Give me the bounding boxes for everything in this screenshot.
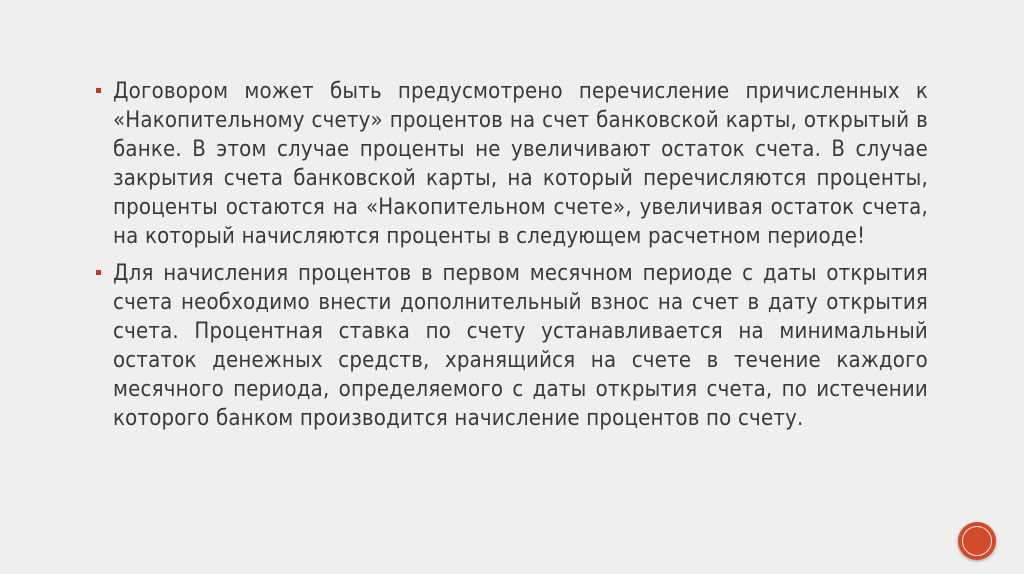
slide-content: [96, 77, 928, 441]
bullet-text: Для начисления процентов в первом месячном периоде с даты открытия счета необходимо внести дополнительный взнос на счет в дату открытия счета. Процентная ставка по счету устанавливается на минимальный остаток денежных средств, хранящийся на счете в течение каждого месячного периода, определяемого с даты открытия счета, по истечении которого банком производится начисление процентов по счету.: [113, 261, 928, 431]
square-bullet-icon: [96, 88, 101, 93]
bullet-text: Договором может быть предусмотрено перечисление причисленных к «Накопительному счету» процентов на счет банковской карты, открытый в банке. В этом случае проценты не увеличивают остаток счета. В случае закрытия счета банковской карты, на который перечисляются проценты, проценты остаются на «Накопительном счете», увеличивая остаток счета, на который начисляются проценты в следующем расчетном периоде!: [113, 79, 928, 249]
bullet-item: [96, 77, 928, 251]
square-bullet-icon: [96, 270, 101, 275]
circle-nav-button-icon: [962, 526, 992, 556]
bullet-item: [96, 259, 928, 433]
slide-nav-button[interactable]: [958, 522, 996, 560]
